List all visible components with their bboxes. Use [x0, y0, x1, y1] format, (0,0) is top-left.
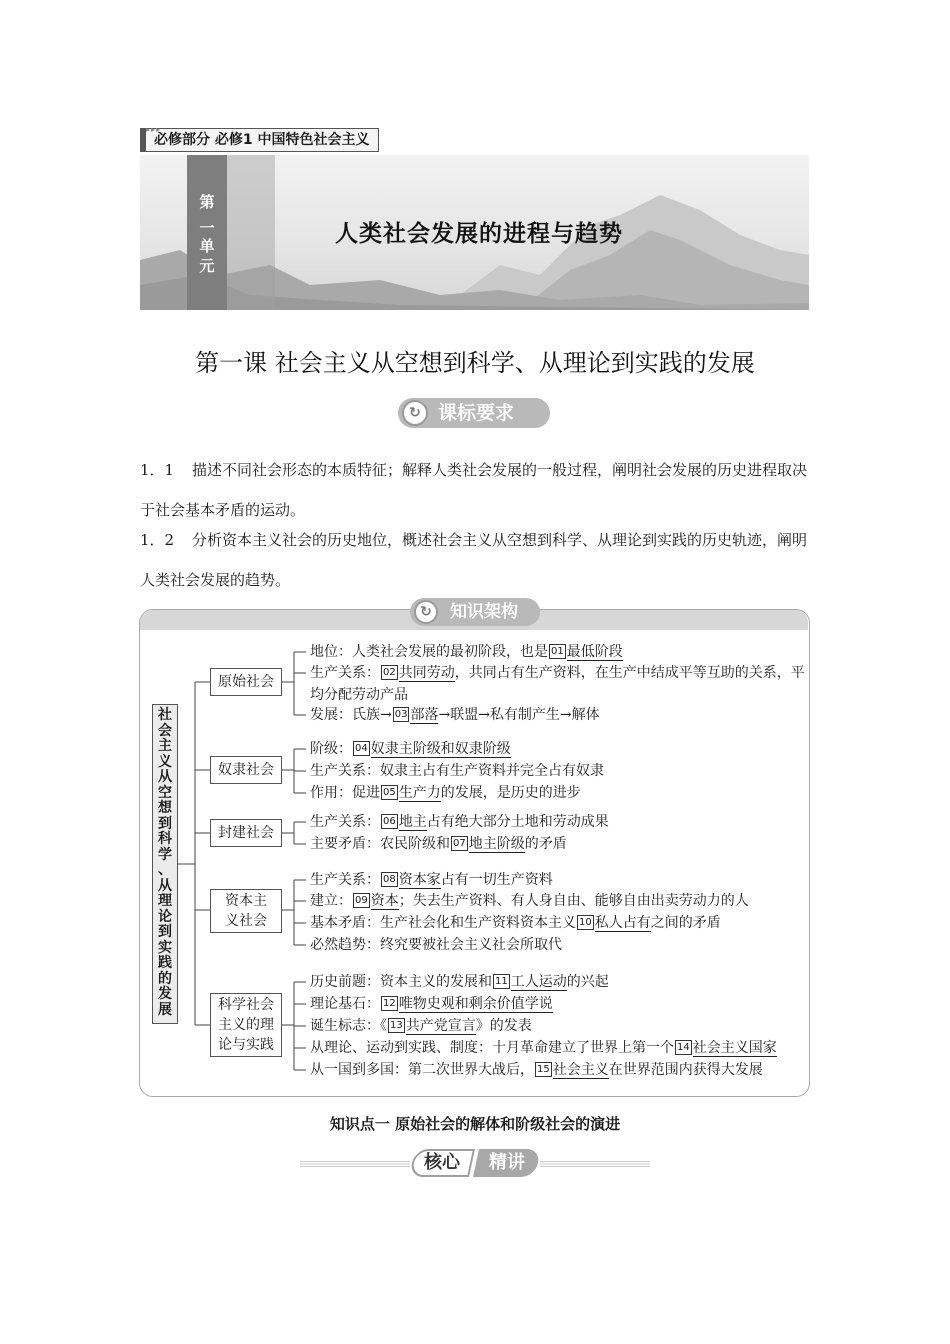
blank-answer: 生产力 [398, 785, 441, 801]
blank-answer: 社会主义国家 [692, 1040, 777, 1056]
blank-answer: 资本家 [398, 872, 441, 888]
leaf-item [310, 704, 600, 726]
leaf-text: →联盟→私有制产生→解体 [438, 707, 600, 723]
standards-label: 课标要求 [438, 402, 515, 424]
blank-number: 15 [537, 1064, 550, 1075]
core-explanation-heading [300, 1148, 650, 1178]
leaf-item [310, 934, 562, 956]
refresh-icon: ↻ [414, 600, 438, 624]
leaf-text: 必然趋势：终究要被社会主义社会所取代 [310, 937, 562, 953]
standard-number: 1．1 [140, 461, 175, 479]
core-label-right [473, 1149, 541, 1177]
unit-label-box [187, 155, 227, 310]
root-char: 从 [158, 877, 172, 894]
leaf-text: 》的发表 [475, 1018, 532, 1034]
core-left-text: 核心 [424, 1152, 460, 1173]
category-scientific-socialism: 科学社会主义的理论与实践 [210, 993, 282, 1057]
standard-text: 分析资本主义社会的历史地位，概述社会主义从空想到科学、从理论到实践的历史轨迹，阐明人类社会发展的趋势。 [140, 531, 808, 589]
leaf-text: 从一国到多国：第二次世界大战后， [310, 1062, 534, 1078]
blank-answer: 最低阶段 [566, 644, 623, 660]
category-capitalist: 资本主义社会 [210, 889, 282, 933]
decor-dots: ▸▸▸ [146, 125, 162, 134]
standard-item [140, 520, 815, 600]
leaf-text: 阶级： [310, 741, 352, 757]
leaf-text: 生产关系： [310, 665, 380, 681]
leaf-item [310, 782, 581, 804]
leaf-item [310, 912, 721, 934]
leaf-text: 生产关系： [310, 872, 380, 888]
leaf-text: 从理论、运动到实践、制度：十月革命建立了世界上第一个 [310, 1040, 674, 1056]
root-char: 社 [158, 707, 172, 723]
root-char: 空 [158, 784, 172, 801]
blank-answer: 部落 [410, 707, 439, 723]
leaf-text: 基本矛盾：生产社会化和生产资料资本主义 [310, 915, 576, 931]
lesson-title: 第一课 社会主义从空想到科学、从理论到实践的发展 [195, 349, 755, 377]
leaf-item [310, 1059, 763, 1081]
leaf-item [310, 869, 553, 891]
root-char: 会 [158, 722, 172, 739]
framework-root [152, 704, 178, 1024]
root-char: 发 [158, 986, 172, 1002]
root-char: 展 [158, 1001, 172, 1018]
unit-label-char: 单 [199, 237, 215, 255]
leaf-item [310, 833, 567, 855]
course-tag [140, 125, 379, 152]
blank-number: 10 [579, 917, 592, 928]
blank-answer: 地主阶级 [468, 836, 525, 852]
blank-number: 01 [551, 646, 564, 657]
blank-answer: 资本 [370, 893, 399, 909]
root-char: 实 [158, 939, 172, 956]
blank-number: 04 [355, 743, 368, 754]
blank-number: 03 [394, 709, 408, 720]
blank-number: 05 [383, 787, 396, 798]
blank-number: 07 [453, 838, 466, 849]
leaf-text: ，共同占有生产资料，在生产中结成平等互助的关系，平均分配劳动产品 [310, 665, 805, 703]
unit-title: 人类社会发展的进程与趋势 [335, 220, 623, 247]
blank-number: 06 [383, 816, 396, 827]
unit-label-char: 元 [199, 257, 215, 275]
leaf-item [310, 738, 511, 760]
leaf-item [310, 662, 810, 706]
leaf-text: ；失去生产资料、有人身自由、能够自由出卖劳动力的人 [398, 893, 749, 909]
root-char: 学 [158, 846, 172, 863]
decor-lines [300, 1161, 410, 1167]
blank-number: 14 [677, 1042, 690, 1053]
category-primitive: 原始社会 [210, 668, 282, 696]
root-char: 到 [158, 924, 172, 940]
leaf-text: 在世界范围内获得大发展 [608, 1062, 763, 1078]
leaf-text: 生产关系： [310, 814, 380, 830]
leaf-text: 理论基石： [310, 996, 380, 1012]
leaf-item [310, 1015, 532, 1037]
root-char: 、 [158, 862, 172, 878]
leaf-text: 发展：氏族→ [310, 707, 392, 723]
leaf-item [310, 811, 609, 833]
leaf-text: 的矛盾 [524, 836, 567, 852]
standards-heading [398, 398, 550, 428]
leaf-text: 诞生标志：《 [310, 1018, 387, 1034]
blank-answer: 唯物史观和剩余价值学说 [398, 996, 553, 1012]
blank-answer: 地主 [398, 814, 427, 830]
blank-number: 08 [383, 874, 396, 885]
category-feudal: 封建社会 [210, 819, 282, 847]
leaf-text: 作用：促进 [310, 785, 380, 801]
leaf-item [310, 971, 609, 993]
leaf-text: 建立： [310, 893, 352, 909]
blank-answer: 共产党宣言 [405, 1018, 476, 1034]
leaf-text: 生产关系：奴隶主占有生产资料并完全占有奴隶 [310, 763, 604, 779]
blank-number: 09 [355, 895, 368, 906]
root-char: 的 [158, 970, 172, 987]
leaf-item [310, 993, 553, 1015]
blank-answer: 私人占有 [594, 915, 651, 931]
unit-banner [140, 155, 809, 310]
leaf-text: 地位：人类社会发展的最初阶段，也是 [310, 644, 548, 660]
root-char: 主 [158, 738, 172, 754]
standard-text: 描述不同社会形态的本质特征；解释人类社会发展的一般过程，阐明社会发展的历史进程取决于社会基本矛盾的运动。 [140, 461, 808, 519]
leaf-text: 之间的矛盾 [650, 915, 721, 931]
leaf-item [310, 1037, 777, 1059]
leaf-text: 占有一切生产资料 [440, 872, 553, 888]
blank-answer: 奴隶主阶级和奴隶阶级 [370, 741, 511, 757]
root-char: 想 [158, 800, 172, 816]
root-char: 论 [158, 908, 172, 925]
core-right-text: 精讲 [489, 1152, 525, 1173]
standard-number: 1．2 [140, 531, 175, 549]
root-char: 践 [158, 955, 172, 971]
leaf-text: 的发展，是历史的进步 [440, 785, 581, 801]
blank-answer: 工人运动 [510, 974, 567, 990]
blank-number: 02 [383, 667, 396, 678]
framework-heading [410, 598, 540, 626]
leaf-text: 历史前题：资本主义的发展和 [310, 974, 492, 990]
knowledge-point-title: 知识点一 原始社会的解体和阶级社会的演进 [329, 1115, 621, 1133]
blank-number: 13 [390, 1020, 403, 1031]
root-char: 到 [158, 815, 172, 832]
root-char: 义 [158, 753, 172, 770]
course-tag-text: 必修部分 必修1 中国特色社会主义 [154, 132, 370, 148]
leaf-item [310, 760, 604, 782]
standard-item [140, 450, 815, 530]
framework-label: 知识架构 [450, 602, 518, 622]
blank-answer: 社会主义 [552, 1062, 609, 1078]
blank-number: 11 [495, 976, 508, 987]
category-slave: 奴隶社会 [210, 756, 282, 784]
unit-label-char: 一 [199, 219, 215, 237]
unit-side-bar [227, 155, 275, 310]
decor-lines [540, 1161, 650, 1167]
root-char: 理 [158, 893, 172, 909]
leaf-item [310, 641, 623, 663]
refresh-icon: ↻ [402, 400, 428, 426]
leaf-item [310, 890, 749, 912]
core-label-left [409, 1149, 475, 1177]
unit-label-char: 第 [199, 193, 215, 211]
leaf-text: 的兴起 [566, 974, 609, 990]
leaf-text: 主要矛盾：农民阶级和 [310, 836, 450, 852]
blank-number: 12 [383, 998, 396, 1009]
leaf-text: 占有绝大部分土地和劳动成果 [426, 814, 609, 830]
blank-answer: 共同劳动 [398, 665, 455, 681]
root-char: 从 [158, 769, 172, 785]
root-char: 科 [158, 831, 172, 847]
